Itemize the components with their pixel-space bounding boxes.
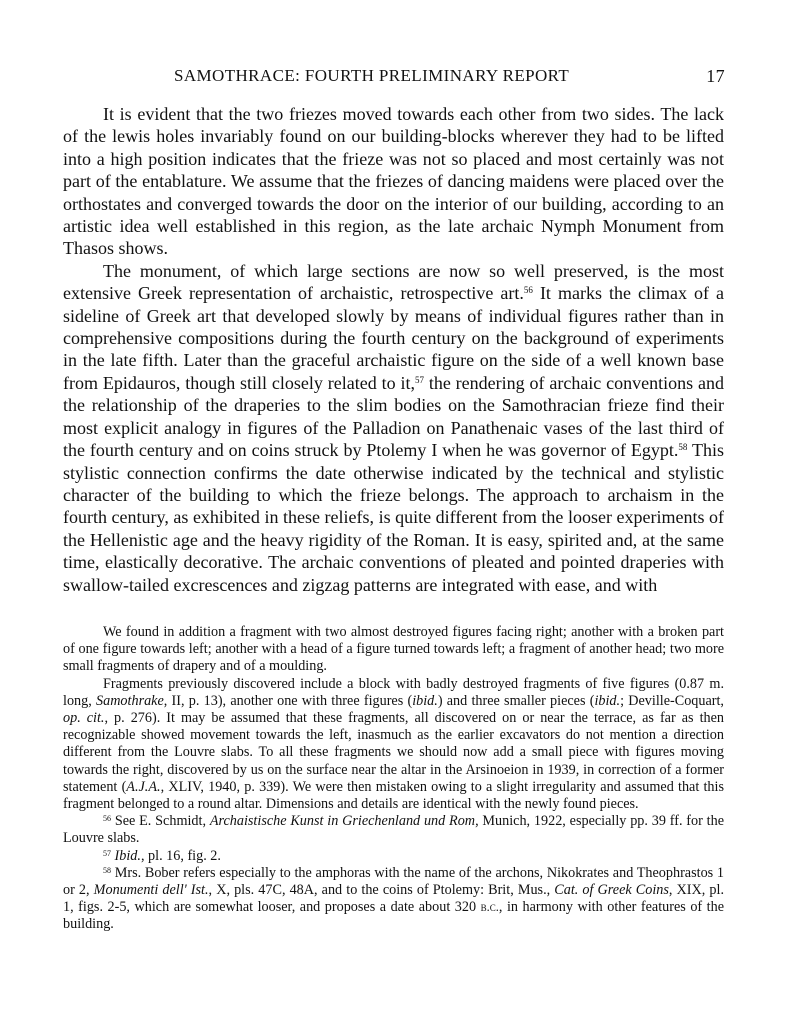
note-continued: Fragments previously discovered include a block with badly destroyed fragments of five figures (0.87 m. long, Samothrake, II, p. 13), another one with three figures (ibid.) and three smaller pieces (ibid.; Deville-Coquart, op. cit., p. 276). It may be assumed that these fragments, all discovered on or near the terrace, as far as then recognizable showed movement towards the left, inasmuch as the earlier excavators do not mention a direction different from the Louvre slabs. To all these fragments we should now add a small piece with figures moving towards the right, discovered by us on the surface near the altar in the Arsinoeion in 1939, in correction of a former statement (A.J.A., XLIV, 1940, p. 339). We were then mistaken owing to a slight irregularity and assumed that this fragment belonged to a round altar. Dimensions and details are identical with the newly found pieces.	[63, 675, 724, 813]
note-continued: We found in addition a fragment with two almost destroyed figures facing right; another with a broken part of one figure towards left; another with a head of a figure turned towards left; a fragment of another head; two more small fragments of drapery and of a moulding.	[63, 624, 724, 675]
footnotes	[63, 624, 724, 934]
paragraph: The monument, of which large sections are now so well preserved, is the most extensive Greek representation of archaistic, retrospective art.$^{56}$ It marks the climax of a sideline of Greek art that developed slowly by means of individual figures rather than in comprehensive compositions during the fourth century on the background of experiments in the late fifth. Later than the graceful archaistic figure on the side of a well known base from Epidauros, though still closely related to it,$^{57}$ the rendering of archaic conventions and the relationship of the draperies to the slim bodies on the Samothracian frieze find their most explicit analogy in figures of the Palladion on Panathenaic vases of the last third of the fourth century and on coins struck by Ptolemy I when he was governor of Egypt.$^{58}$ This stylistic connection confirms the date otherwise indicated by the technical and stylistic character of the building to which the frieze belongs. The approach to archaism in the fourth century, as exhibited in these reliefs, is quite different from the looser experiments of the Hellenistic age and the heavy rigidity of the Roman. It is easy, spirited and, at the same time, elastically decorative. The archaic conventions of pleated and pointed draperies with swallow-tailed excrescences and zigzag patterns are integrated with ease, and with	[63, 260, 724, 595]
footnote-ref: 56	[523, 285, 533, 296]
footnote-58: $^{58}$ Mrs. Bober refers especially to the amphoras with the name of the archons, Nikokrates and Theophrastos 1 or 2, Monumenti dell' Ist., X, pls. 47C, 48A, and to the coins of Ptolemy: Brit, Mus., Cat. of Greek Coins, XIX, pl. 1, figs. 2-5, which are somewhat looser, and proposes a date about 320 b.c., in harmony with other features of the building.	[63, 864, 725, 933]
page-number: 17	[706, 66, 725, 86]
footnote-ref: 58	[678, 442, 688, 453]
paragraph: It is evident that the two friezes moved towards each other from two sides. The lack of the lewis holes invariably found on our building-blocks wherever they had to be lifted into a high position indicates that the frieze was not so placed and most certainly was not part of the entablature. We assume that the friezes of dancing maidens were placed over the orthostates and converged towards the door on the interior of our building, according to an artistic idea well established in this region, as the late archaic Nymph Monument from Thasos shows.	[63, 104, 724, 259]
footnote-ref: 57	[414, 374, 424, 385]
footnote-57: $^{57}$ Ibid., pl. 16, fig. 2.	[103, 847, 221, 864]
running-title: SAMOTHRACE: FOURTH PRELIMINARY REPORT	[174, 66, 570, 85]
running-header	[112, 66, 725, 90]
footnote-56: $^{56}$ See E. Schmidt, Archaistische Kunst in Griechenland und Rom, Munich, 1922, especially pp. 39 ff. for the Louvre slabs.	[63, 813, 725, 847]
main-text	[63, 103, 724, 596]
